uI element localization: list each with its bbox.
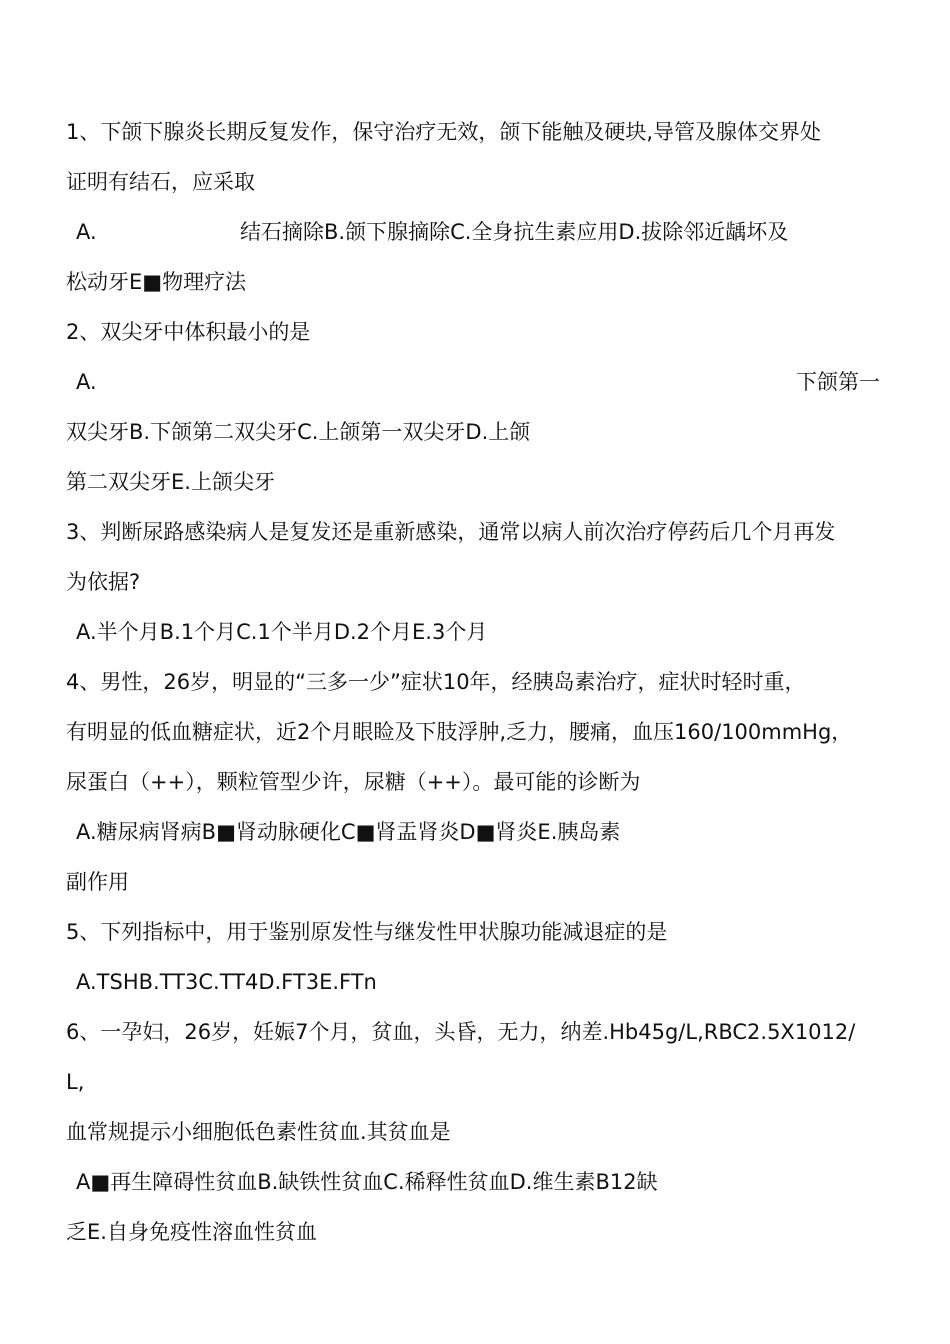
q2-option-line-3: 第二双尖牙E.上颌尖牙 — [66, 470, 275, 494]
q3-option-line-1: A.半个月B.1个月C.1个半月D.2个月E.3个月 — [76, 620, 488, 644]
q6-stem-line-3: 血常规提示小细胞低色素性贫血.其贫血是 — [66, 1120, 451, 1144]
q6-stem-line-1: 6、一孕妇，26岁，妊娠7个月，贫血，头昏，无力，纳差.Hb45g/L,RBC2.5X1012/ — [66, 1020, 856, 1044]
q1-option-label: A. — [76, 220, 97, 244]
q1-stem-line-1: 1、下颌下腺炎长期反复发作，保守治疗无效，颌下能触及硬块,导管及腺体交界处 — [66, 120, 822, 144]
q2-option-line-2: 双尖牙B.下颌第二双尖牙C.上颌第一双尖牙D.上颌 — [66, 420, 531, 444]
q2-option-label: A. — [76, 370, 97, 394]
q4-option-line-2: 副作用 — [66, 870, 129, 894]
q2-option-line-1: 下颌第一 — [796, 370, 880, 394]
q1-option-line-1: 结石摘除B.颌下腺摘除C.全身抗生素应用D.拔除邻近龋坏及 — [240, 220, 789, 244]
q1-option-line-2: 松动牙E■物理疗法 — [66, 270, 247, 294]
q4-stem-line-1: 4、男性，26岁，明显的“三多一少”症状10年，经胰岛素治疗，症状时轻时重， — [66, 670, 806, 694]
q5-stem-line-1: 5、下列指标中，用于鉴别原发性与继发性甲状腺功能减退症的是 — [66, 920, 668, 944]
q4-stem-line-2: 有明显的低血糖症状，近2个月眼睑及下肢浮肿,乏力，腰痛，血压160/100mmHg， — [66, 720, 853, 744]
q6-option-line-2: 乏E.自身免疫性溶血性贫血 — [66, 1220, 317, 1244]
q1-stem-line-2: 证明有结石，应采取 — [66, 170, 255, 194]
q6-stem-line-2: L, — [66, 1070, 85, 1094]
q2-stem-line-1: 2、双尖牙中体积最小的是 — [66, 320, 311, 344]
q3-stem-line-2: 为依据? — [66, 570, 141, 594]
q4-option-line-1: A.糖尿病肾病B■肾动脉硬化C■肾盂肾炎D■肾炎E.胰岛素 — [76, 820, 621, 844]
q6-option-line-1: A■再生障碍性贫血B.缺铁性贫血C.稀释性贫血D.维生素B12缺 — [76, 1170, 658, 1194]
q3-stem-line-1: 3、判断尿路感染病人是复发还是重新感染，通常以病人前次治疗停药后几个月再发 — [66, 520, 836, 544]
q4-stem-line-3: 尿蛋白（++），颗粒管型少许，尿糖（++）。最可能的诊断为 — [66, 770, 641, 794]
q5-option-line-1: A.TSHB.TT3C.TT4D.FT3E.FTn — [76, 970, 377, 994]
